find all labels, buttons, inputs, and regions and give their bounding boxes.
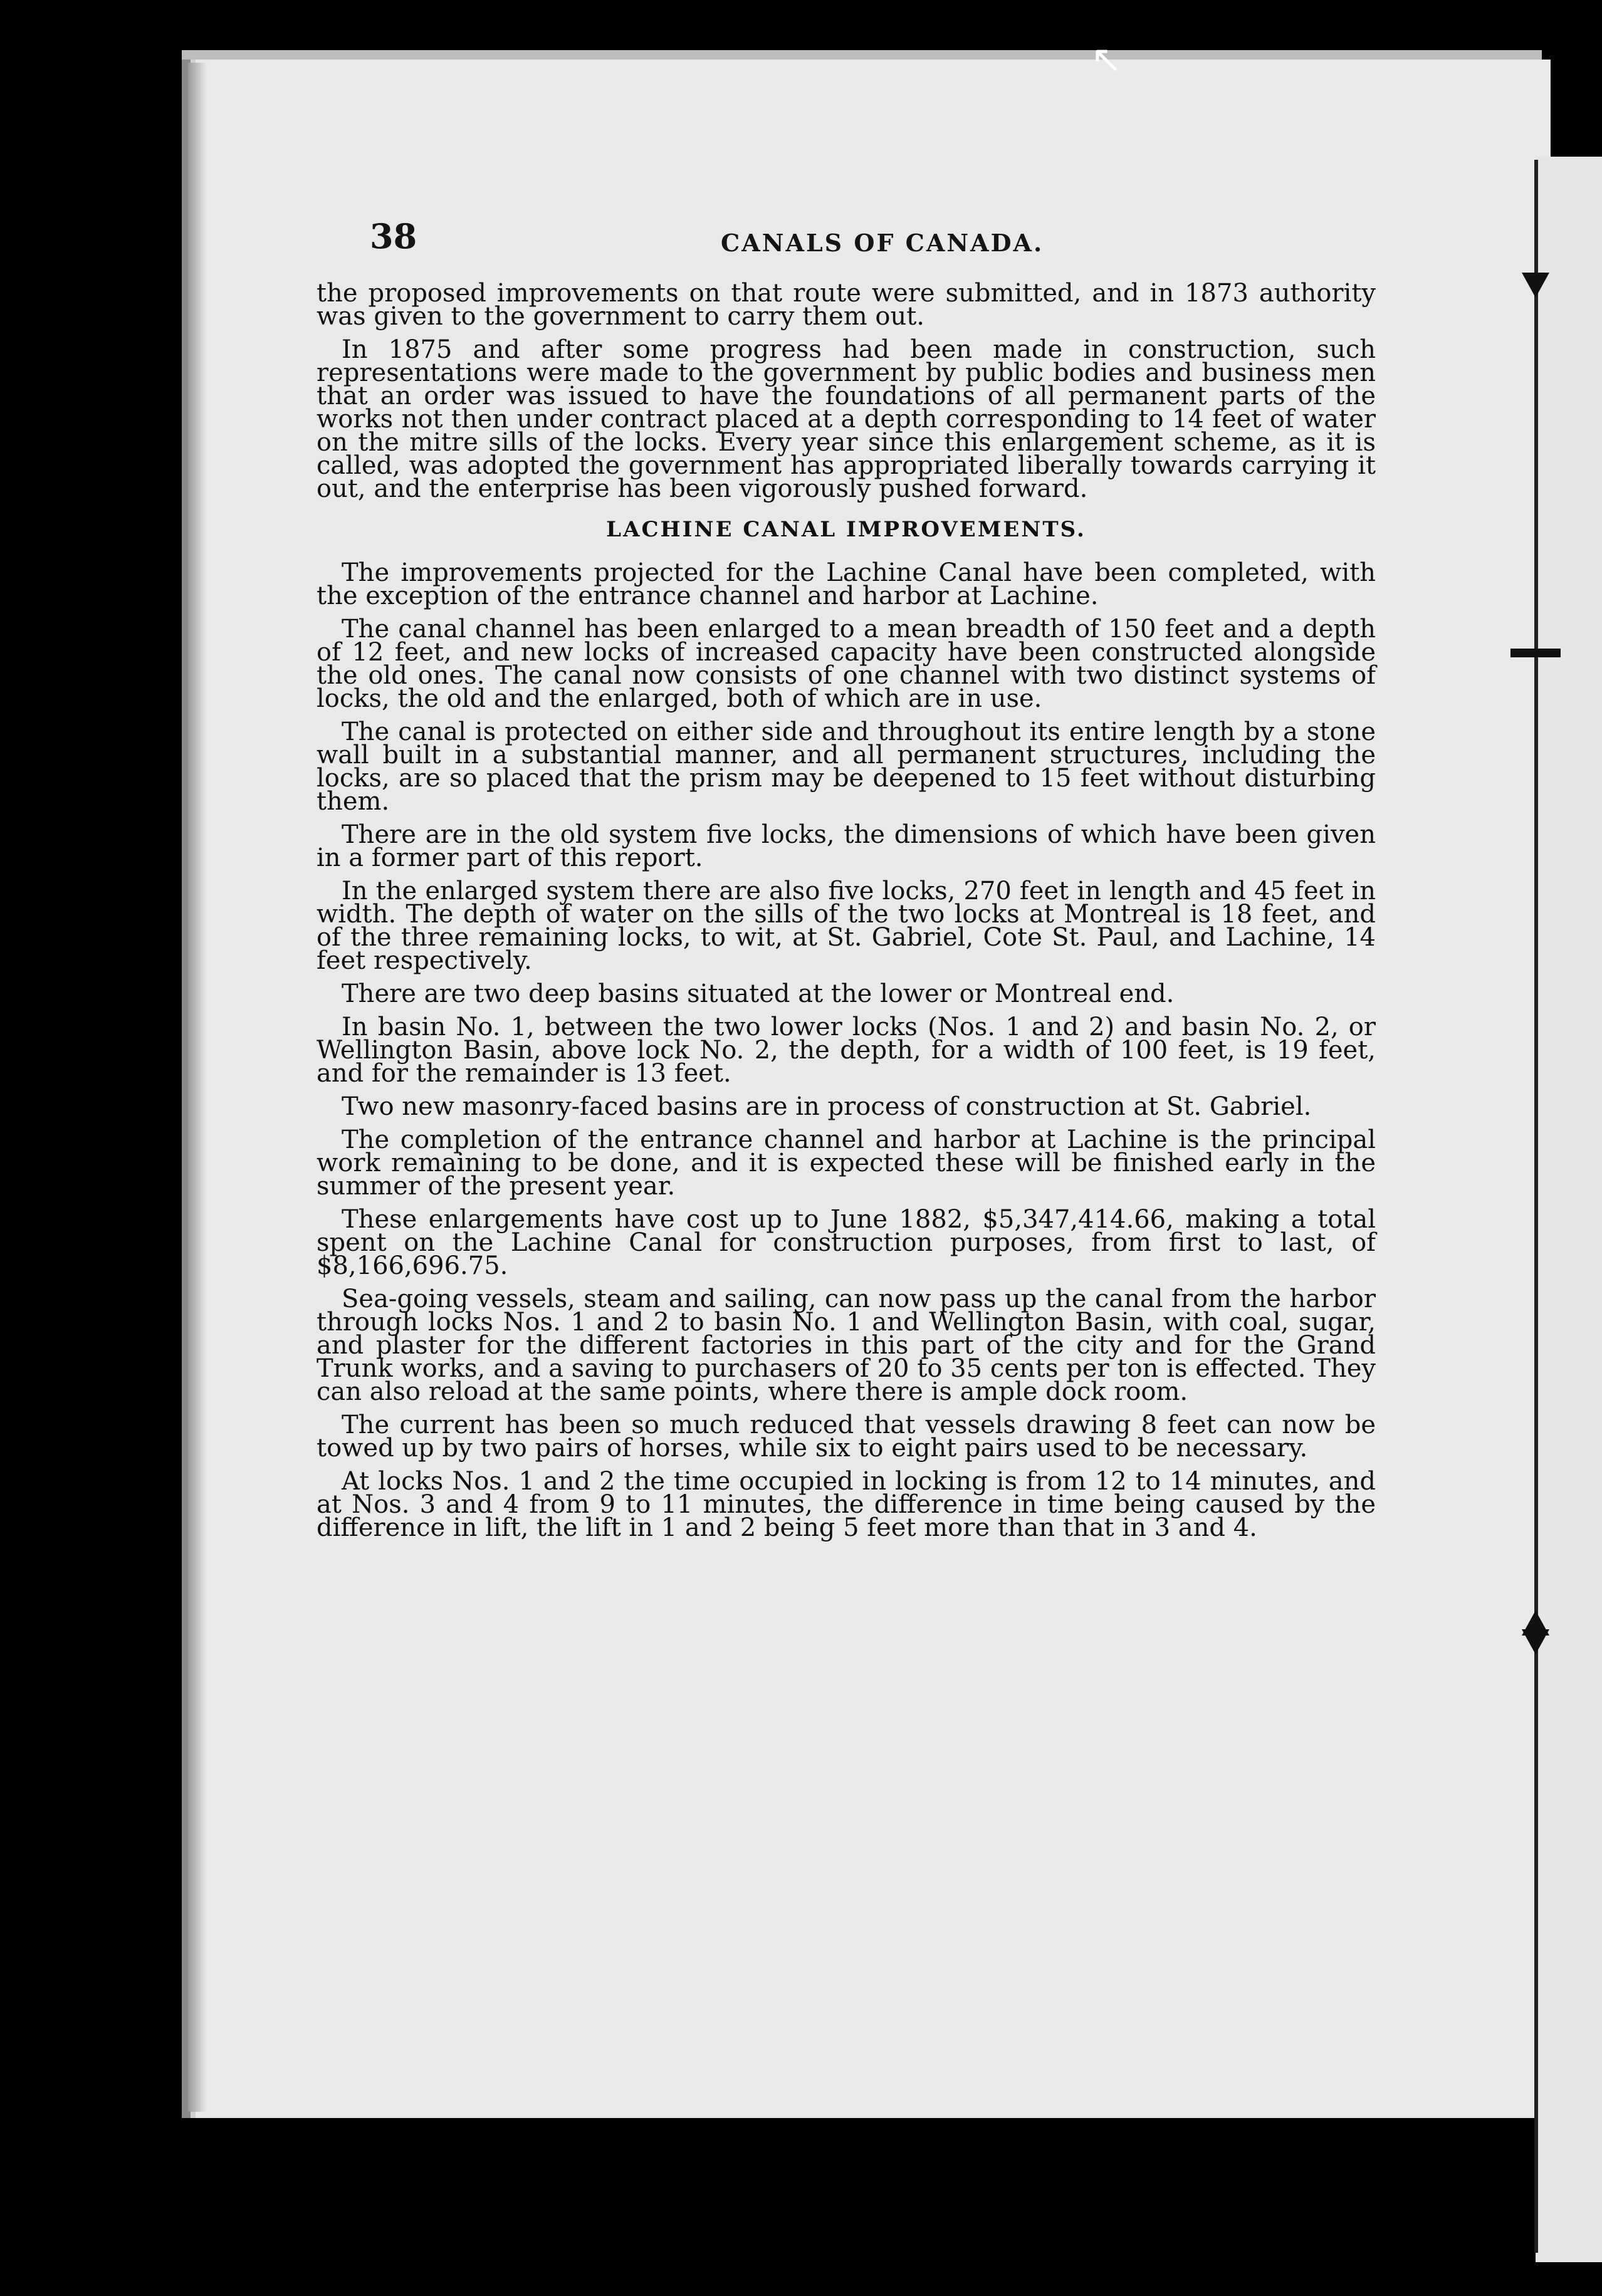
paragraph: These enlargements have cost up to June 1882, $5,347,414.66, making a total spent on the Lachine Canal for construction purposes, from first to last, of $8,166,696.75.	[317, 1205, 1376, 1280]
paragraph: Two new masonry-faced basins are in process of construction at St. Gabriel.	[342, 1092, 1312, 1121]
paragraph: At locks Nos. 1 and 2 the time occupied in locking is from 12 to 14 minutes, and at Nos. 3 and 4 from 9 to 11 minutes, the difference in time being caused by the difference in lift, the lift in 1 and 2 being 5 feet more than that in 3 and 4.	[317, 1467, 1376, 1542]
scan-marker-bar	[1510, 649, 1561, 657]
paragraph: The improvements projected for the Lachine Canal have been completed, with the exception of the entrance channel and harbor at Lachine.	[317, 558, 1376, 610]
paragraph: The current has been so much reduced that vessels drawing 8 feet can now be towed up by two pairs of horses, while six to eight pairs used to be necessary.	[317, 1411, 1376, 1463]
paragraph: the proposed improvements on that route were submitted, and in 1873 authority was given to the government to carry them out.	[317, 279, 1376, 331]
binding-shadow	[188, 63, 207, 2112]
paragraph: In the enlarged system there are also five locks, 270 feet in length and 45 feet in width. The depth of water on the sills of the two locks at Montreal is 18 feet, and of the three remaining locks, to wit, at St. Gabriel, Cote St. Paul, and Lachine, 14 feet respectively.	[317, 877, 1376, 975]
page-header	[370, 216, 1435, 266]
facing-page-edge	[1536, 157, 1602, 2262]
facing-page-rule	[1534, 160, 1538, 2253]
paragraph: In basin No. 1, between the two lower locks (Nos. 1 and 2) and basin No. 2, or Wellington Basin, above lock No. 2, the depth, for a width of 100 feet, is 19 feet, and for the remainder is 13 feet.	[317, 1013, 1376, 1088]
paragraph: There are in the old system five locks, the dimensions of which have been given in a former part of this report.	[317, 820, 1376, 872]
paragraph: Sea-going vessels, steam and sailing, can now pass up the canal from the harbor through locks Nos. 1 and 2 to basin No. 1 and Wellington Basin, with coal, sugar, and plaster for the different factories in this part of the city and for the Grand Trunk works, and a saving to purchasers of 20 to 35 cents per ton is effected. They can also reload at the same points, where there is ample dock room.	[317, 1285, 1376, 1406]
paragraph: There are two deep basins situated at the lower or Montreal end.	[342, 979, 1175, 1008]
section-heading: LACHINE CANAL IMPROVEMENTS.	[606, 517, 1086, 542]
body-text	[317, 279, 1376, 1550]
scan-marker-icon	[1522, 273, 1549, 298]
scan-mark-icon: ↖	[1091, 38, 1123, 81]
page-number: 38	[370, 216, 417, 256]
paragraph: In 1875 and after some progress had been made in construction, such representations were made to the government by public bodies and business men that an order was issued to have the foundations of all permanent parts of the works not then under contract placed at a depth corresponding to 14 feet of water on the mitre sills of the locks. Every year since this enlargement scheme, as it is called, was adopted the government has appropriated liberally towards carrying it out, and the enterprise has been vigorously pushed forward.	[317, 335, 1376, 503]
paragraph: The canal is protected on either side and throughout its entire length by a stone wall built in a substantial manner, and all permanent structures, including the locks, are so placed that the prism may be deepened to 15 feet without disturbing them.	[317, 718, 1376, 816]
paragraph: The completion of the entrance channel and harbor at Lachine is the principal work remaining to be done, and it is expected these will be finished early in the summer of the present year.	[317, 1125, 1376, 1201]
scan-marker-icon	[1522, 1629, 1549, 1654]
paragraph: The canal channel has been enlarged to a mean breadth of 150 feet and a depth of 12 feet, and new locks of increased capacity have been constructed alongside the old ones. The canal now consists of one channel with two distinct systems of locks, the old and the enlarged, both of which are in use.	[317, 615, 1376, 713]
running-head: CANALS OF CANADA.	[721, 229, 1044, 257]
